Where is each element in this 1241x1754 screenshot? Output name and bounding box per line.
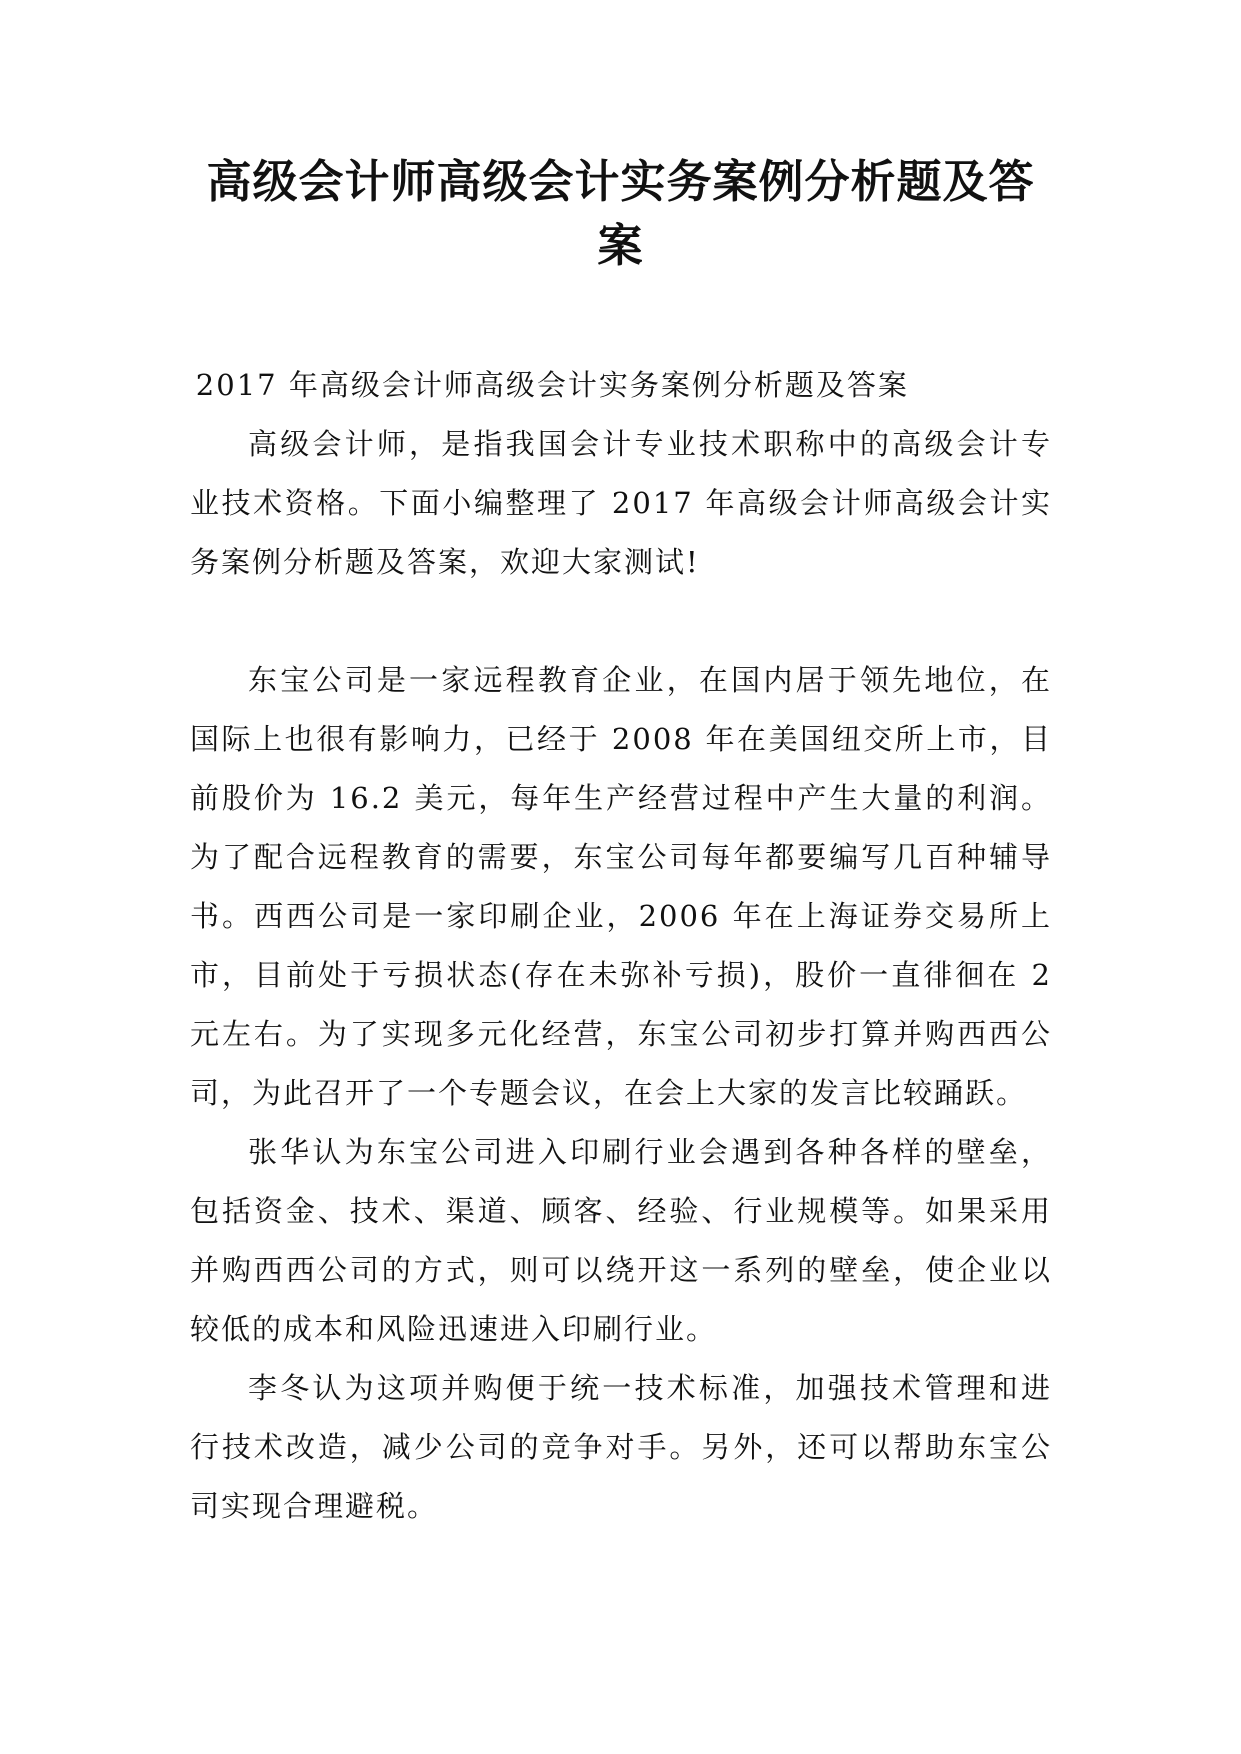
case-background-paragraph: 东宝公司是一家远程教育企业，在国内居于领先地位，在国际上也很有影响力，已经于 2008 年在美国纽交所上市，目前股价为 16.2 美元，每年生产经营过程中产生大量的利润。为了配合远程教育的需要，东宝公司每年都要编写几百种辅导书。西西公司是一家印刷企业，2006 年在上海证券交易所上市，目前处于亏损状态(存在未弥补亏损)，股价一直徘徊在 2 元左右。为了实现多元化经营，东宝公司初步打算并购西西公司，为此召开了一个专题会议，在会上大家的发言比较踊跃。 (190, 663, 1052, 1110)
title-line-1: 高级会计师高级会计实务案例分析题及答 (206, 155, 1035, 208)
document-title (150, 150, 1091, 278)
document-body (190, 356, 1052, 1536)
document-subtitle: 2017 年高级会计师高级会计实务案例分析题及答案 (195, 368, 909, 402)
intro-paragraph: 高级会计师，是指我国会计专业技术职称中的高级会计专业技术资格。下面小编整理了 2017 年高级会计师高级会计实务案例分析题及答案，欢迎大家测试! (190, 427, 1052, 579)
title-line-2: 案 (597, 219, 644, 272)
li-dong-opinion-paragraph: 李冬认为这项并购便于统一技术标准，加强技术管理和进行技术改造，减少公司的竞争对手。另外，还可以帮助东宝公司实现合理避税。 (190, 1371, 1052, 1523)
zhang-hua-opinion-paragraph: 张华认为东宝公司进入印刷行业会遇到各种各样的壁垒，包括资金、技术、渠道、顾客、经验、行业规模等。如果采用并购西西公司的方式，则可以绕开这一系列的壁垒，使企业以较低的成本和风险迅速进入印刷行业。 (190, 1135, 1052, 1346)
